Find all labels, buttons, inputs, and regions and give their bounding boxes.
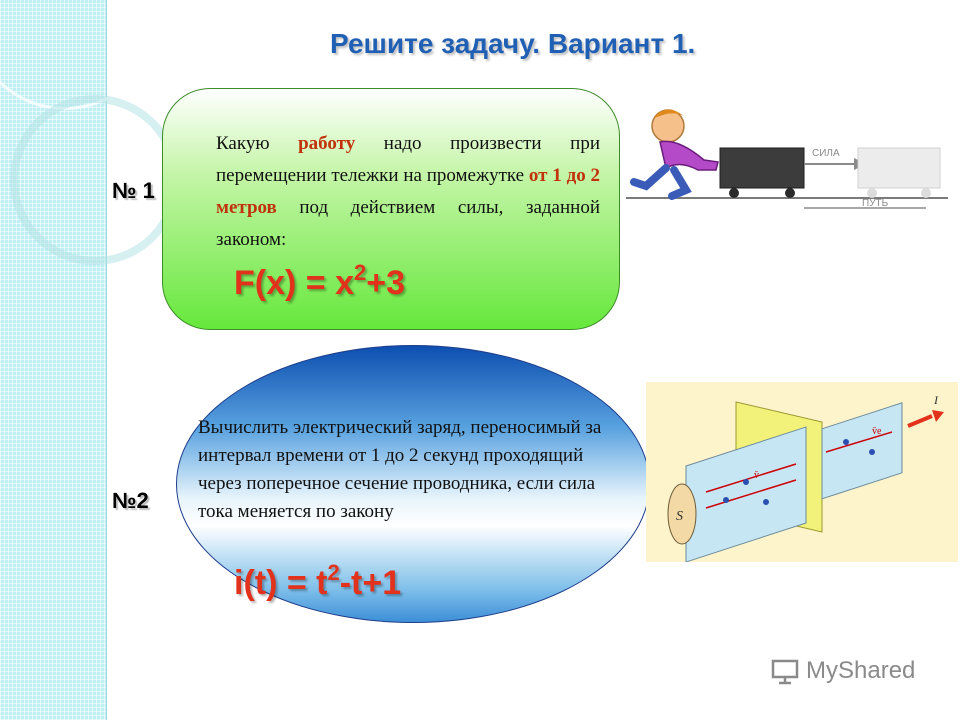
task-1-number: № 1 bbox=[112, 178, 155, 203]
boy-pushing-cart-illustration bbox=[626, 98, 948, 218]
logo-text: MyShared bbox=[806, 657, 916, 684]
task-1-text: Какую работу надо произвести при перемещении тележки на промежутке от 1 до 2 метров под действием силы, заданной законом: bbox=[216, 133, 600, 250]
force-label: СИЛА bbox=[812, 148, 840, 159]
cross-section-label: S bbox=[676, 509, 683, 524]
velocity-label: v̄ bbox=[754, 470, 759, 481]
highlight-work: работу bbox=[298, 133, 356, 154]
path-label: ПУТЬ bbox=[862, 198, 889, 209]
electron-velocity-label: v̄e bbox=[872, 426, 882, 437]
slide-title: Решите задачу. Вариант 1. bbox=[330, 28, 696, 59]
task-2-number: №2 bbox=[112, 488, 149, 513]
current-label: I bbox=[934, 393, 938, 407]
left-decorative-band bbox=[0, 0, 107, 720]
task-1-formula: $F(x) = x^2+3$ bbox=[234, 260, 405, 302]
myshared-logo bbox=[770, 656, 915, 686]
task-2-text: Вычислить электрический заряд, переносимый за интервал времени от 1 до 2 секунд проходящий через поперечное сечение проводника, если сила тока меняется по закону bbox=[198, 417, 602, 522]
conductor-cross-section-illustration bbox=[646, 382, 958, 562]
task-2-formula: $i(t) = t^2-t+1$ bbox=[234, 560, 402, 602]
presentation-icon bbox=[770, 656, 800, 686]
highlight-interval: от 1 до 2 метров bbox=[216, 165, 600, 218]
